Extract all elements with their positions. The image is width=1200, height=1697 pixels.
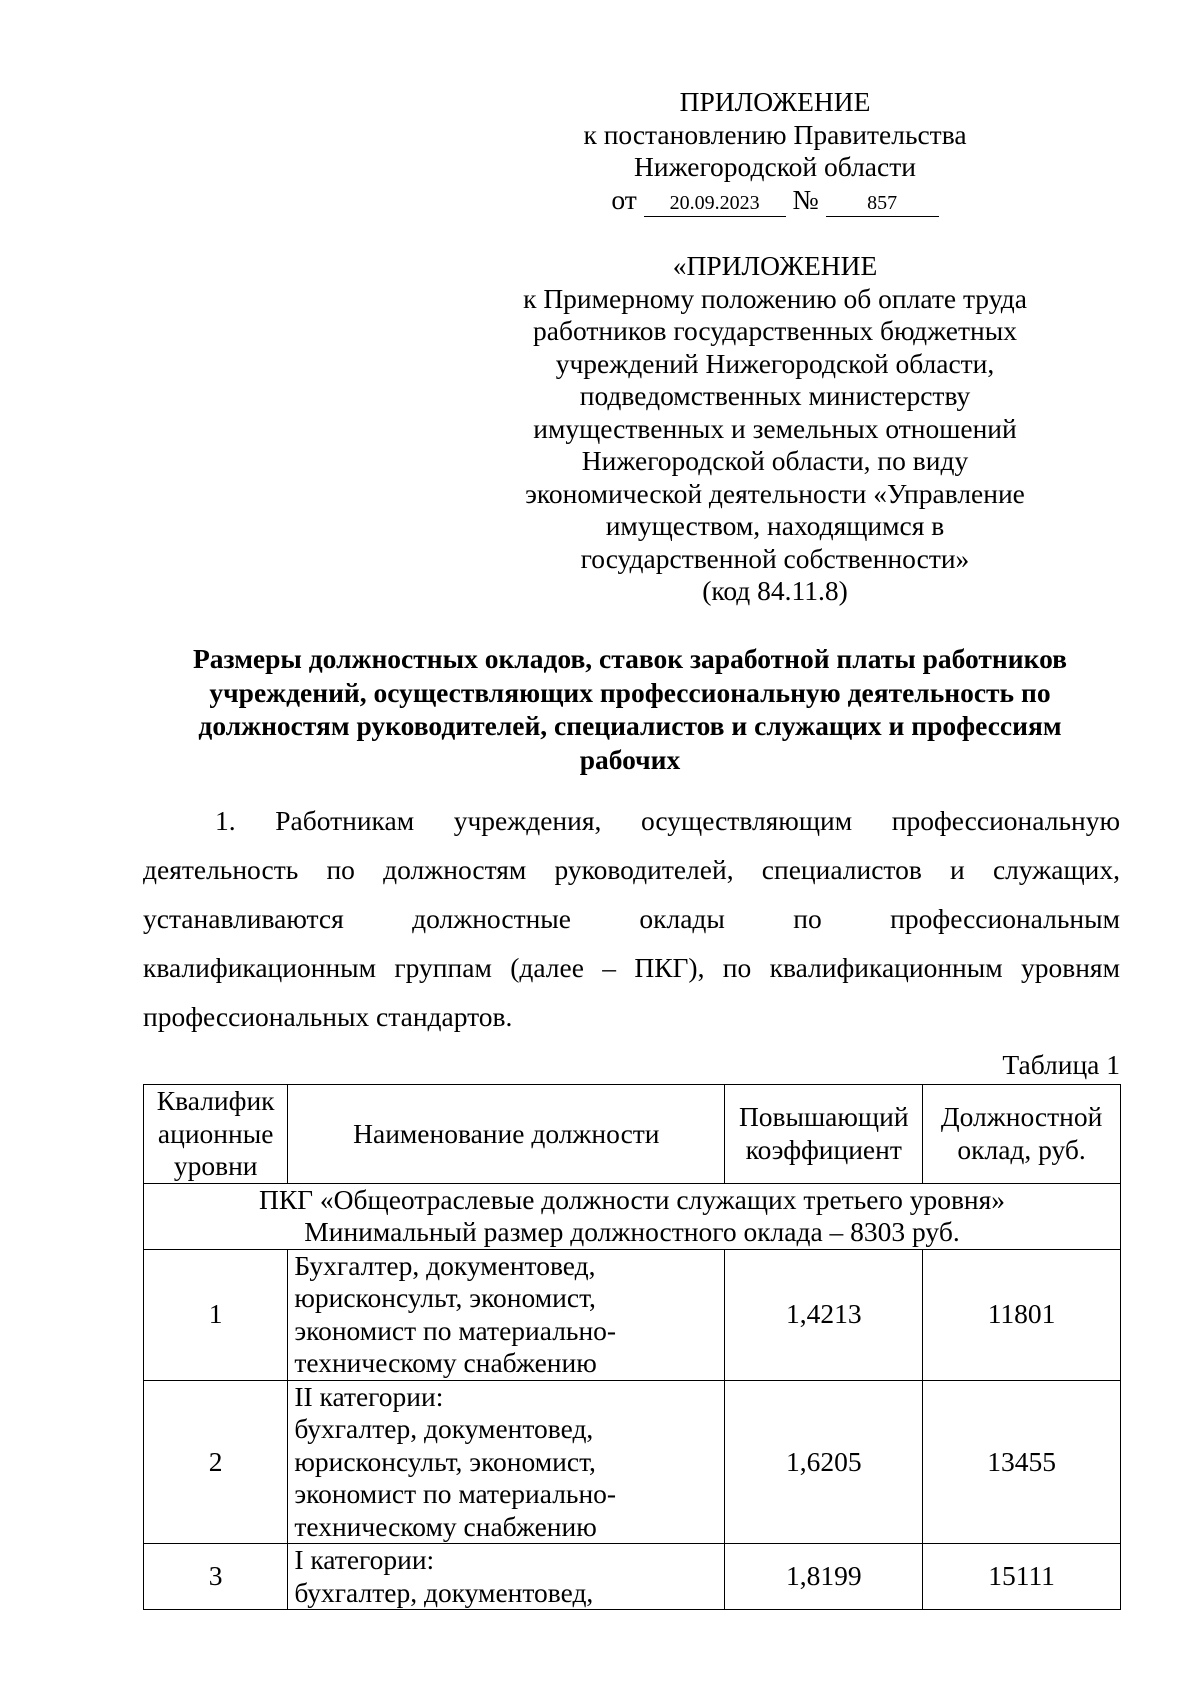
table-row	[144, 1249, 1121, 1380]
table-caption: Таблица 1	[1002, 1049, 1120, 1080]
decree-date-number-line	[455, 184, 1095, 217]
paragraph-word: учреждения,	[453, 805, 602, 836]
paragraph-word: деятельность	[143, 854, 299, 885]
table-row	[144, 1380, 1121, 1544]
paragraph-word: должностям	[383, 854, 527, 885]
header-level-line: ационные	[157, 1117, 274, 1149]
paragraph-word: группам	[394, 952, 492, 983]
appendix-subtitle-line1: к постановлению Правительства	[583, 118, 967, 150]
paragraph-word: профессиональным	[890, 903, 1120, 934]
position-line: Бухгалтер, документовед,	[294, 1249, 596, 1281]
paragraph-line	[143, 894, 1120, 943]
heading-line: должностям руководителей, специалистов и служащих и профессиям	[198, 710, 1062, 741]
appendix-title: ПРИЛОЖЕНИЕ	[679, 86, 871, 117]
nested-appendix-line: (код 84.11.8)	[702, 575, 848, 606]
level-cell: 3	[144, 1544, 288, 1610]
number-label: №	[792, 183, 819, 215]
paragraph-word: –	[602, 952, 616, 983]
appendix-subtitle-line2: Нижегородской области	[634, 151, 916, 182]
header-coefficient-line: Повышающий	[738, 1101, 909, 1133]
paragraph-line	[143, 992, 1120, 1041]
position-line: юрисконсульт, экономист,	[294, 1282, 596, 1313]
position-line: II категории:	[294, 1380, 444, 1412]
position-line: I категории:	[294, 1544, 435, 1575]
header-salary	[923, 1085, 1121, 1184]
paragraph-word: оклады	[639, 903, 725, 934]
paragraph-word: специалистов	[761, 854, 922, 885]
position-cell	[288, 1544, 725, 1610]
level-cell: 1	[144, 1249, 288, 1380]
header-coefficient-line: коэффициент	[745, 1133, 902, 1165]
group-min-salary: Минимальный размер должностного оклада – 8303 руб.	[304, 1216, 960, 1247]
nested-appendix-line: Нижегородской области, по виду	[581, 445, 969, 476]
paragraph-word: по	[722, 952, 752, 983]
position-line: экономист по материально-	[294, 1478, 617, 1509]
group-cell	[144, 1183, 1121, 1249]
paragraph-word: Работникам	[275, 805, 415, 836]
paragraph-word: по	[793, 903, 822, 934]
appendix-header	[455, 86, 1095, 217]
nested-appendix-line: к Примерному положению об оплате труда	[523, 282, 1027, 314]
header-coefficient	[725, 1085, 923, 1184]
paragraph-word: руководителей,	[554, 854, 734, 885]
position-line: бухгалтер, документовед,	[294, 1413, 594, 1444]
paragraph-word: осуществляющим	[641, 805, 853, 836]
paragraph-word: профессиональных стандартов.	[143, 1001, 513, 1032]
position-cell	[288, 1380, 725, 1544]
nested-appendix-line: «ПРИЛОЖЕНИЕ	[672, 250, 878, 281]
heading-line: Размеры должностных окладов, ставок заработной платы работников	[192, 643, 1067, 674]
paragraph-word: ПКГ),	[634, 952, 705, 983]
coefficient-cell: 1,6205	[725, 1380, 923, 1544]
header-salary-line: Должностной	[940, 1101, 1103, 1133]
paragraph-word: и	[950, 854, 965, 885]
position-line: юрисконсульт, экономист,	[294, 1445, 596, 1477]
section-heading	[140, 642, 1120, 776]
salary-cell: 11801	[923, 1249, 1121, 1380]
paragraph-1	[143, 796, 1120, 1041]
paragraph-word: профессиональную	[891, 805, 1120, 836]
heading-line: рабочих	[579, 743, 681, 775]
nested-appendix-line: экономической деятельности «Управление	[525, 477, 1025, 509]
table-header-row	[144, 1085, 1121, 1184]
header-level	[144, 1085, 288, 1184]
header-position: Наименование должности	[288, 1085, 725, 1184]
table-row	[144, 1544, 1121, 1610]
position-line: экономист по материально-	[294, 1314, 617, 1346]
paragraph-line	[143, 796, 1120, 845]
header-level-line: Квалифик	[156, 1085, 275, 1116]
paragraph-word: устанавливаются	[143, 903, 344, 934]
level-cell: 2	[144, 1380, 288, 1544]
decree-date: 20.09.2023	[644, 190, 786, 217]
paragraph-word: уровням	[1020, 952, 1120, 983]
paragraph-word: должностные	[412, 903, 571, 934]
nested-appendix-line: имуществом, находящимся в	[605, 510, 945, 541]
paragraph-line	[143, 845, 1120, 894]
salary-cell: 15111	[923, 1544, 1121, 1610]
position-line: техническому снабжению	[294, 1347, 597, 1378]
paragraph-word: 1.	[215, 805, 236, 836]
paragraph-word: квалификационным	[143, 952, 377, 983]
coefficient-cell: 1,8199	[725, 1544, 923, 1610]
paragraph-line	[143, 943, 1120, 992]
heading-line: учреждений, осуществляющих профессиональную деятельность по	[209, 676, 1051, 708]
paragraph-word: по	[326, 854, 355, 885]
group-title: ПКГ «Общеотраслевые должности служащих третьего уровня»	[258, 1183, 1006, 1215]
paragraph-word: служащих,	[992, 854, 1120, 885]
header-level-line: уровни	[173, 1150, 258, 1181]
salary-cell: 13455	[923, 1380, 1121, 1544]
nested-appendix-line: имущественных и земельных отношений	[533, 412, 1017, 444]
group-row	[144, 1183, 1121, 1249]
paragraph-word: квалификационным	[769, 952, 1003, 983]
nested-appendix-header	[455, 250, 1095, 608]
position-cell	[288, 1249, 725, 1380]
nested-appendix-line: учреждений Нижегородской области,	[555, 347, 995, 379]
nested-appendix-line: работников государственных бюджетных	[533, 315, 1017, 346]
position-line: техническому снабжению	[294, 1510, 597, 1542]
position-line: бухгалтер, документовед,	[294, 1576, 594, 1608]
salary-table	[143, 1084, 1121, 1610]
nested-appendix-line: государственной собственности»	[580, 542, 970, 574]
coefficient-cell: 1,4213	[725, 1249, 923, 1380]
header-salary-line: оклад, руб.	[957, 1133, 1086, 1165]
from-label: от	[611, 183, 637, 215]
nested-appendix-line: подведомственных министерству	[579, 380, 971, 411]
decree-number: 857	[826, 190, 939, 217]
paragraph-word: (далее	[510, 952, 584, 983]
